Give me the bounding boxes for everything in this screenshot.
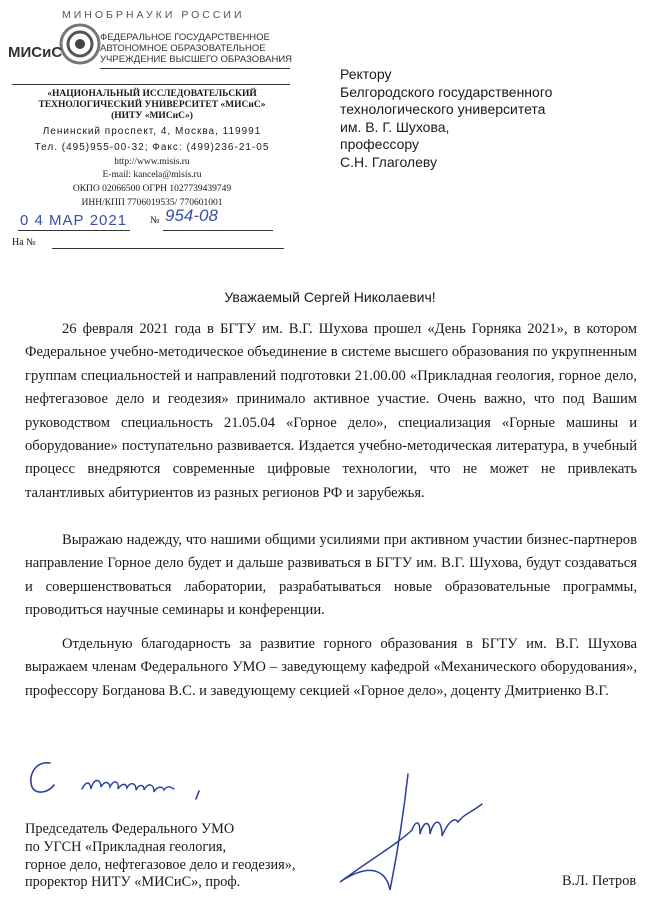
university-name bbox=[12, 89, 292, 122]
okpo-ogrn: ОКПО 02066500 ОГРН 1027739439749 bbox=[72, 184, 232, 194]
body-paragraph: 26 февраля 2021 года в БГТУ им. В.Г. Шухова прошел «День Горняка 2021», в котором Федеральное учебно-методическое объединение в системе высшего образования по укрупненным группам специальностей и направлений подготовки 21.00.00 «Прикладная геология, горное дело, нефтегазовое дело и геодезия» принимало активное участие. Очень важно, что под Вашим руководством специальность 21.05.04 «Горное дело», специализация «Горные машины и оборудование» поступательно развивается. Издается учебно-методическая литература, в учебный процесс внедряются современные цифровые технологии, что не может не привлекать талантливых абитуриентов из разных регионов РФ и зарубежья. bbox=[25, 321, 637, 501]
misis-logo-icon bbox=[58, 22, 102, 66]
addressee-block bbox=[340, 66, 552, 172]
date-stamp: 0 4 МАР 2021 bbox=[20, 212, 128, 229]
university-address: Ленинский проспект, 4, Москва, 119991 bbox=[42, 126, 262, 137]
body-paragraph: Отдельную благодарность за развитие горного образования в БГТУ им. В.Г. Шухова выражаем членам Федерального УМО – заведующему кафедрой «Механического оборудования», профессору Богданова В.С. и заведующему секцией «Горное дело», доценту Дмитриенко В.Г. bbox=[25, 636, 637, 699]
signature-line: по УГСН «Прикладная геология, bbox=[25, 838, 227, 855]
signature-line: Председатель Федерального УМО bbox=[25, 821, 235, 837]
addressee-line: Ректору bbox=[340, 66, 392, 82]
university-line: ТЕХНОЛОГИЧЕСКИЙ УНИВЕРСИТЕТ «МИСиС» bbox=[38, 100, 266, 110]
registration-number: 954-08 bbox=[165, 206, 218, 225]
signature-line: проректор НИТУ «МИСиС», проф. bbox=[25, 874, 241, 891]
signer-name: В.Л. Петров bbox=[562, 873, 637, 889]
signature-line: горное дело, нефтегазовое дело и геодезия», bbox=[25, 856, 296, 873]
ministry-header: МИНОБРНАУКИ РОССИИ bbox=[62, 9, 245, 21]
fgaou-line: АВТОНОМНОЕ ОБРАЗОВАТЕЛЬНОЕ bbox=[100, 43, 266, 54]
fgaou-line: УЧРЕЖДЕНИЕ ВЫСШЕГО ОБРАЗОВАНИЯ bbox=[100, 54, 293, 65]
fgaou-lines bbox=[100, 32, 292, 65]
university-phone: Тел. (495)955-00-32; Факс: (499)236-21-05 bbox=[34, 142, 270, 153]
reference-label: На № bbox=[12, 237, 36, 248]
addressee-line: технологического университета bbox=[340, 101, 546, 118]
letterhead-divider bbox=[12, 84, 290, 85]
number-underline bbox=[163, 230, 273, 231]
signature-block bbox=[25, 821, 295, 892]
addressee-line: профессору bbox=[340, 136, 420, 153]
handwritten-closing bbox=[22, 755, 222, 805]
university-line: (НИТУ «МИСиС») bbox=[111, 111, 193, 121]
inn-kpp: ИНН/КПП 7706019535/ 770601001 bbox=[81, 198, 223, 208]
number-label: № bbox=[150, 215, 160, 226]
university-web: http://www.misis.ru bbox=[114, 157, 190, 167]
addressee-line: С.Н. Глаголеву bbox=[340, 153, 438, 170]
addressee-line: Белгородского государственного bbox=[340, 83, 553, 100]
university-email: E-mail: kancela@misis.ru bbox=[102, 170, 202, 180]
letterhead-divider bbox=[100, 68, 290, 69]
reference-underline bbox=[52, 248, 284, 249]
handwritten-signature bbox=[300, 770, 520, 900]
addressee-line: им. В. Г. Шухова, bbox=[340, 118, 450, 135]
greeting: Уважаемый Сергей Николаевич! bbox=[224, 289, 436, 305]
date-underline bbox=[18, 230, 130, 231]
fgaou-line: ФЕДЕРАЛЬНОЕ ГОСУДАРСТВЕННОЕ bbox=[100, 32, 270, 43]
logo-wordmark: МИСиС bbox=[8, 44, 63, 61]
university-line: «НАЦИОНАЛЬНЫЙ ИССЛЕДОВАТЕЛЬСКИЙ bbox=[47, 89, 257, 99]
body-paragraph: Выражаю надежду, что нашими общими усилиями при активном участии бизнес-партнеров направление Горное дело будет и дальше развиваться в БГТУ им. В.Г. Шухова, будут создаваться и совершенствоваться лаборатории, разрабатываться новые образовательные программы, проводиться научные семинары и конференции. bbox=[25, 532, 637, 619]
